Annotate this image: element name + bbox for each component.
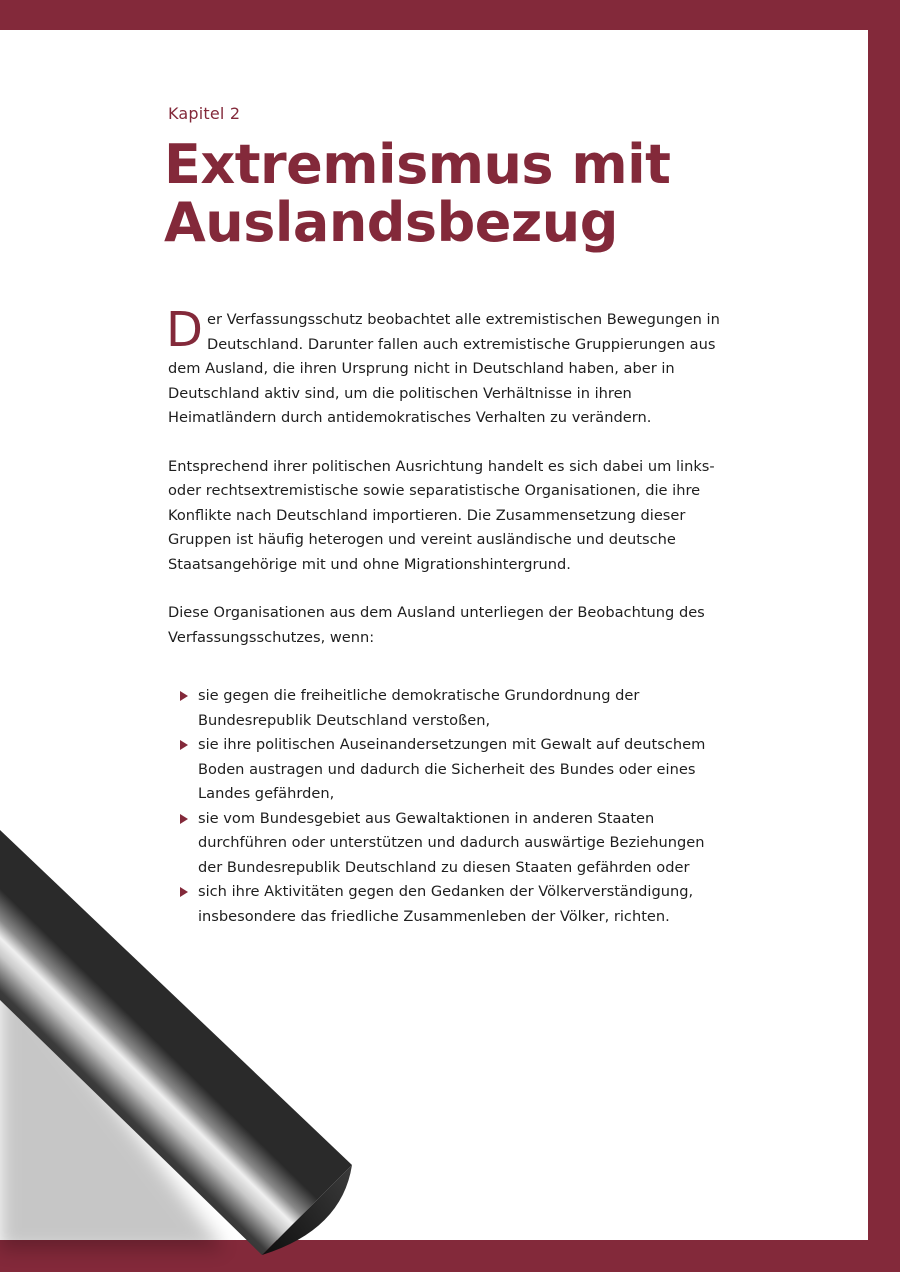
paragraph-intro (166, 302, 723, 431)
paragraph-organisations: Entsprechend ihrer politischen Ausrichtung handelt es sich dabei um links- oder rechtsextremistische sowie separatistische Organisationen, die ihre Konflikte nach Deutschland importieren. Die Zusammensetzung dieser Gruppen ist häufig heterogen und vereint ausländische und deutsche Staatsangehörige mit und ohne Migrationshintergrund. (168, 457, 715, 573)
list-item-text: sie ihre politischen Auseinandersetzungen mit Gewalt auf deutschem Boden austragen und dadurch die Sicherheit des Bundes oder eines Landes gefährden, (198, 736, 706, 802)
decorative-tube-illustration (0, 820, 400, 1270)
list-item-text: sie vom Bundesgebiet aus Gewaltaktionen in anderen Staaten durchführen oder unterstützen und dadurch auswärtige Beziehungen der Bundesrepublik Deutschland zu diesen Staaten gefährden oder (198, 809, 705, 876)
title-line-1: Extremismus mit (164, 133, 671, 196)
paragraph-observation: Diese Organisationen aus dem Ausland unterliegen der Beobachtung des Verfassungsschutzes, wenn: (168, 604, 705, 646)
frame-right-bar (868, 0, 900, 1272)
chapter-label: Kapitel 2 (168, 104, 241, 123)
list-item (180, 684, 728, 733)
triangle-bullet-icon (180, 691, 188, 701)
list-item-text: sie gegen die freiheitliche demokratische Grundordnung der Bundesrepublik Deutschland verstoßen, (198, 687, 640, 729)
title-line-2: Auslandsbezug (164, 191, 618, 254)
frame-top-bar (0, 0, 900, 30)
triangle-bullet-icon (180, 740, 188, 750)
paragraph-intro-text: er Verfassungsschutz beobachtet alle extremistischen Bewegungen in Deutschland. Darunter fallen auch extremistische Gruppierungen aus dem Ausland, die ihren Ursprung nicht in Deutschland haben, aber in Deutschland aktiv sind, um die politischen Verhältnisse in ihren Heimatländern durch antidemokratisches Verhalten zu verändern. (168, 311, 720, 426)
drop-cap: D (166, 302, 203, 358)
page-content (164, 100, 728, 929)
list-item (180, 733, 728, 807)
list-item-text: sich ihre Aktivitäten gegen den Gedanken der Völkerverständigung, insbesondere das friedliche Zusammenleben der Völker, richten. (198, 883, 694, 925)
page-title (164, 133, 728, 254)
